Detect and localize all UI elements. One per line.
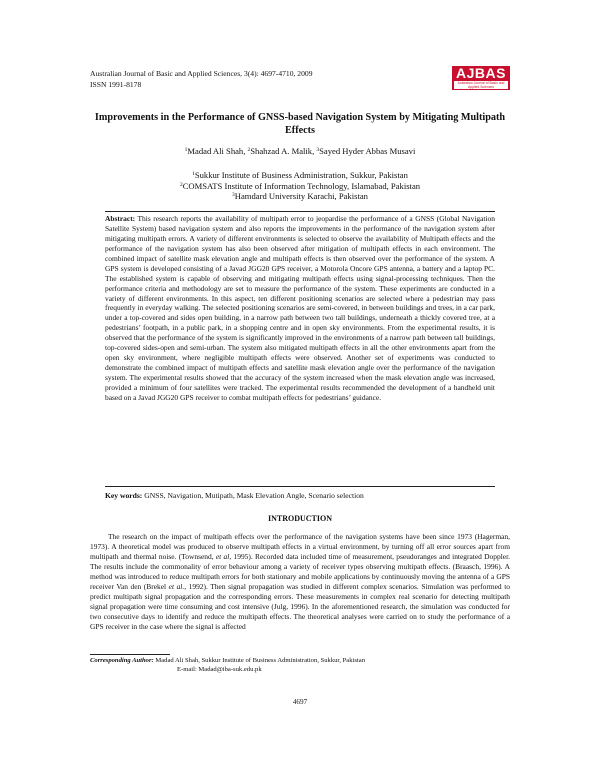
intro-etal-1: et al,: [215, 552, 232, 561]
footnote-divider: [90, 654, 170, 655]
abstract-paragraph: [105, 214, 495, 403]
introduction-heading: INTRODUCTION: [267, 514, 332, 523]
corresponding-author-note: [90, 657, 365, 674]
journal-issn: ISSN 1991-8178: [90, 80, 142, 89]
logo-mark: AJBAS: [456, 65, 506, 81]
intro-text-part-3: , 1992). Then signal propagation was studied in different complex scenarios. Simulation was performed to predict multipath signal propagation and the corresponding errors. These measurements in complex real scenario for detecting multipath signal propagation were time consuming and cost intensive (Julg, 1996). In the aforementioned research, the simulation was conducted for two consecutive days to identify and reduce the multipath effects. The theoretical analyses were carried on to study the performance of a GPS receiver in the case where the signal is affected: [90, 582, 510, 631]
affiliation-1-sup: 1: [192, 171, 195, 177]
affiliation-2: [90, 181, 510, 192]
keywords-line: [105, 491, 495, 501]
corr-email: E-mail: Madad@iba-suk.edu.pk: [177, 665, 262, 673]
journal-header: [90, 68, 313, 90]
author-2-name: Shahzad A. Malik,: [250, 146, 317, 156]
author-1-name: Madad Ali Shah,: [187, 146, 248, 156]
author-list: [90, 146, 510, 157]
affiliation-3-sup: 3: [232, 192, 235, 199]
affiliation-3: [90, 191, 510, 202]
keywords-text: GNSS, Navigation, Mutipath, Mask Elevation Angle, Scenario selection: [144, 491, 364, 500]
affiliation-2-sup: 2: [179, 181, 183, 188]
intro-text-part-1: The research on the impact of multipath effects over the performance of the navigation systems have been since 1973 (Hagerman, 1973). A theoretical model was produced to observe multipath effects in a virtual environment, by turning off all error sources apart from multipath and thermal noise. (Townsend,: [90, 532, 510, 561]
abstract-section: [105, 211, 495, 487]
abstract-label: Abstract:: [105, 214, 136, 223]
keywords-label: Key words:: [105, 491, 143, 500]
affiliation-1: [90, 170, 510, 181]
logo-subtitle: Australian Journal of Basic and Applied Sciences: [454, 81, 508, 89]
page-number: 4697: [292, 698, 308, 706]
corr-text: Madad Ali Shah, Sukkur Institute of Business Administration, Sukkur, Pakistan: [153, 657, 365, 664]
affiliation-list: [90, 170, 510, 202]
journal-citation: Australian Journal of Basic and Applied Sciences, 3(4): 4697-4710, 2009: [90, 69, 313, 78]
affiliation-1-text: Sukkur Institute of Business Administration, Sukkur, Pakistan: [194, 170, 408, 180]
author-2-sup: 2: [247, 147, 251, 153]
paper-title: Improvements in the Performance of GNSS-based Navigation System by Mitigating Multipath Effects: [94, 112, 506, 136]
journal-logo: [452, 66, 510, 90]
intro-text-part-2: 1995). Recorded data included time of measurement, pseudoranges and integrated Doppler. The results include the commonality of error behaviour among a variety of receiver types observing multipath effects. (Braasch, 1996). A method was introduced to reduce multipath errors for both stationary and mobile applications by continuously moving the antenna of a GPS receiver Van den (Brekel: [90, 552, 511, 591]
author-1-sup: 1: [184, 147, 188, 153]
intro-etal-2: et al.: [168, 582, 185, 591]
introduction-paragraph: [90, 532, 510, 632]
author-3-sup: 3: [316, 147, 320, 153]
abstract-text: This research reports the availability of multipath error to jeopardise the performance of a GNSS (Global Navigation Satellite System) based navigation system and also reports the improvements in the performance of the navigation system after mitigating multipath errors. A variety of different environments is selected to observe the availability of Multipath effects and the performance of the navigation system has also been observed after mitigation of multipath effects in each environment. The combined impact of satellite mask elevation angle and multipath effects is then observed over the performance of the system. A GPS system is developed consisting of a Javad JGG20 GPS receiver, a Motorola Oncore GPS antenna, a battery and a laptop PC. The established system is capable of observing and mitigating multipath effects using signal-processing techniques. Then the performance criteria and methodology are set to measure the performance of the system. These experiments are conducted in a variety of different environments. In this aspect, ten different positioning scenarios are selected where a pedestrian may pass frequently in everyday walking. The selected positioning scenarios are semi-covered, in between buildings and trees, in a car park, under a top-covered and sides open building, in a narrow path between two tall buildings, underneath a thickly covered tree, at a pedestrians’ footpath, in a public park, in a shopping centre and in open sky environments. From the experimental results, it is observed that the performance of the system is significantly improved in the environments of a narrow path between tall buildings, top-covered sides-open and semi-urban. The system also mitigated multipath effects in all the other environments apart from the open sky environment, where negligible multipath effects were observed. Another set of experiments was conducted to demonstrate the combined impact of multipath effects and satellite mask elevation angle over the performance of the navigation system. The experimental results showed that the accuracy of the system increased when the mask elevation angle was increased, provided a minimum of four satellites were tracked. The experimental results recommended the development of a handheld unit based on a Javad JGG20 GPS receiver to combat multipath effects for pedestrians’ guidance.: [105, 214, 495, 402]
author-3-name: Sayed Hyder Abbas Musavi: [319, 146, 416, 156]
affiliation-3-text: Hamdard University Karachi, Pakistan: [234, 191, 368, 202]
affiliation-2-text: COMSATS Institute of Information Technology, Islamabad, Pakistan: [182, 180, 421, 191]
corr-label: Corresponding Author:: [90, 657, 154, 664]
